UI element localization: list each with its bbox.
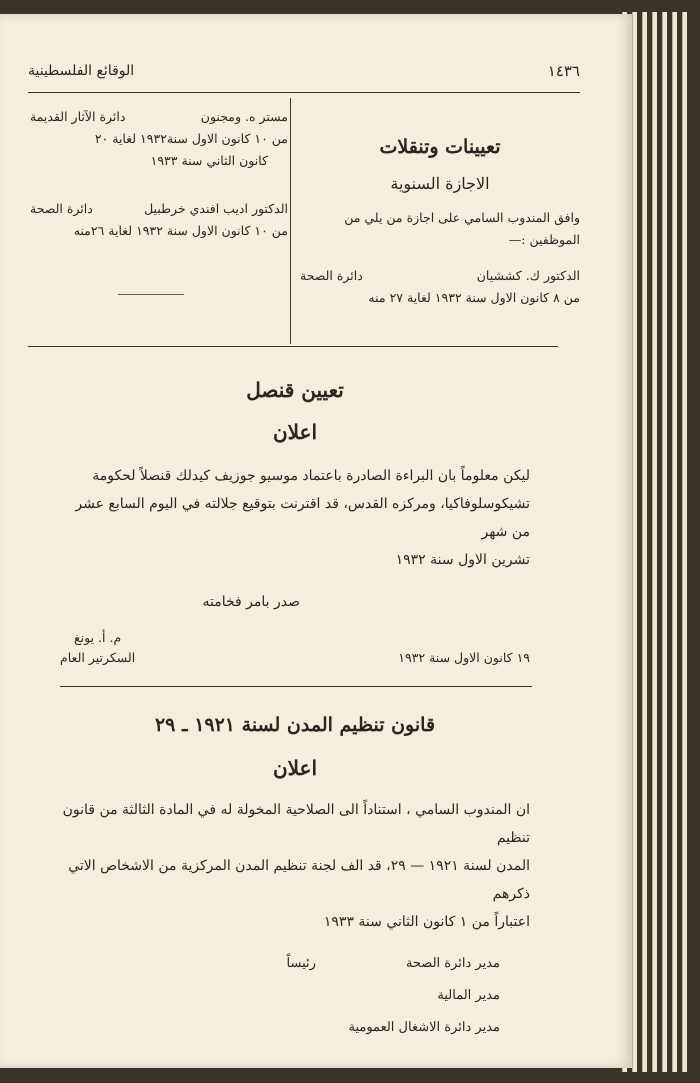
member-position: رئيساً: [286, 956, 316, 971]
consul-body: [60, 462, 530, 574]
annual-leave-subtitle: الاجازة السنوية: [390, 174, 490, 193]
town-planning-body-line2: المدن لسنة ١٩٢١ — ٢٩، قد الف لجنة تنظيم المدن المركزية من الاشخاص الاتي ذكرهم: [68, 858, 530, 902]
consul-section: [60, 378, 530, 668]
town-planning-section: [60, 714, 530, 1044]
entry-period-line1: من ١٠ كانون الاول سنة١٩٣٢ لغاية ٢٠: [94, 131, 288, 146]
appointments-intro: وافق المندوب السامي على اجازة من يلي من الموظفين :—: [344, 210, 580, 247]
consul-signatory-title: السكرتير العام: [60, 650, 136, 665]
member-row: [60, 948, 500, 980]
entry-name: مستر ه. ومجنون: [200, 109, 288, 124]
consul-signatory-block: [60, 628, 135, 668]
town-planning-title: قانون تنظيم المدن لسنة ١٩٢١ ـ ٢٩: [154, 714, 436, 736]
section-rule-2: [60, 686, 532, 687]
consul-body-line2: تشيكوسلوفاكيا، ومركزه القدس، قد اقترنت بتوقيع جلالته في اليوم السابع عشر من شهر: [75, 496, 530, 540]
member-row: [60, 980, 500, 1012]
town-planning-body-line1: ان المندوب السامي ، استناداً الى الصلاحية المخولة له في المادة الثالثة من قانون تنظيم: [62, 802, 530, 846]
town-planning-body: [60, 796, 530, 936]
member-row: [60, 1012, 500, 1044]
page-number: ١٤٣٦: [547, 62, 580, 80]
consul-issued-by: صدر بامر فخامته: [202, 594, 300, 610]
entry-period-line2: كانون الثاني سنة ١٩٣٣: [150, 153, 268, 168]
consul-signatory: م. أ. يونغ: [74, 630, 122, 645]
consul-date: ١٩ كانون الاول سنة ١٩٣٢: [398, 650, 530, 665]
member-role: مدير المالية: [437, 988, 500, 1003]
column-divider: [290, 98, 291, 344]
entry-department: دائرة الصحة: [300, 268, 363, 283]
entry-khartabil: [30, 198, 288, 220]
section-end-rule: [118, 294, 184, 295]
page-header: [28, 54, 580, 88]
member-role: مدير دائرة الاشغال العمومية: [348, 1020, 500, 1035]
entry-name: الدكتور ك. كششيان: [476, 268, 580, 283]
gazette-title: الوقائع الفلسطينية: [28, 63, 135, 79]
appointments-title: تعيينات وتنقلات: [379, 136, 501, 158]
committee-members: [60, 948, 530, 1044]
member-role: مدير دائرة الصحة: [405, 956, 500, 971]
town-planning-body-line3: اعتباراً من ١ كانون الثاني سنة ١٩٣٣: [323, 914, 530, 930]
header-rule: [28, 92, 580, 93]
entry-department: دائرة الآثار القديمة: [30, 109, 126, 124]
gazette-page: [0, 14, 632, 1068]
section-rule-1: [28, 346, 558, 347]
appointments-left-column: [30, 106, 288, 346]
town-planning-notice-heading: اعلان: [272, 756, 318, 780]
consul-signature-block: [60, 628, 530, 668]
entry-department: دائرة الصحة: [30, 201, 93, 216]
entry-kashishian: [300, 265, 580, 287]
consul-notice-heading: اعلان: [272, 420, 318, 444]
consul-title: تعيين قنصل: [246, 378, 344, 402]
appointments-right-column: [300, 106, 580, 346]
entry-name: الدكتور اديب افندي خرطبيل: [144, 201, 288, 216]
entry-mcgunnon: [30, 106, 288, 128]
entry-period: من ٨ كانون الاول سنة ١٩٣٢ لغاية ٢٧ منه: [368, 290, 580, 305]
entry-period: من ١٠ كانون الاول سنة ١٩٣٢ لغاية ٢٦منه: [73, 223, 288, 238]
consul-body-line3: تشرين الاول سنة ١٩٣٢: [395, 552, 530, 568]
consul-body-line1: ليكن معلوماً بان البراءة الصادرة باعتماد موسيو جوزيف كيدلك قنصلاً لحكومة: [92, 468, 530, 484]
